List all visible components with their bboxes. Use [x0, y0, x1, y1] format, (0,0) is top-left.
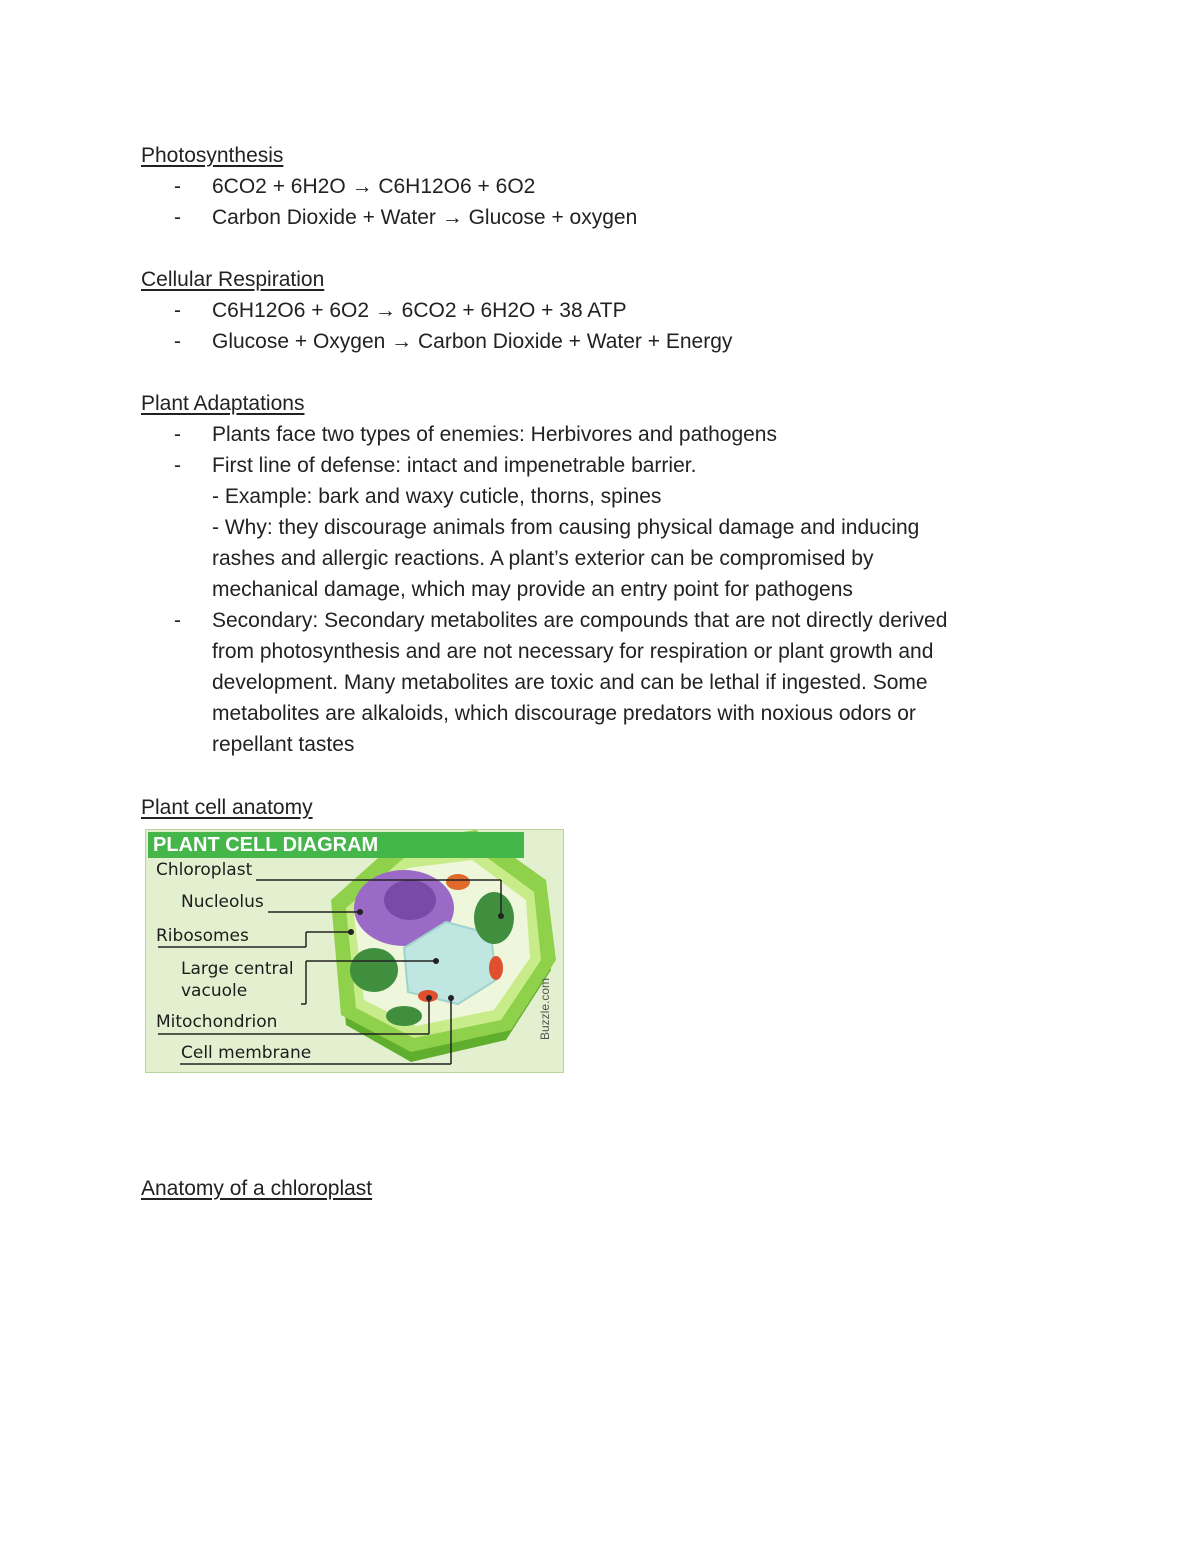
- adaptation-secondary-3: development. Many metabolites are toxic and can be lethal if ingested. Some: [212, 671, 928, 694]
- bullet-marker: -: [174, 175, 181, 198]
- adaptation-enemies: Plants face two types of enemies: Herbivores and pathogens: [212, 423, 777, 446]
- bullet-marker: -: [174, 330, 181, 353]
- bullet-marker: -: [174, 423, 181, 446]
- adaptation-why-2: rashes and allergic reactions. A plant’s exterior can be compromised by: [212, 547, 874, 570]
- respiration-equation: C6H12O6 + 6O2 → 6CO2 + 6H2O + 38 ATP: [212, 299, 627, 322]
- heading-chloroplast-anatomy: Anatomy of a chloroplast: [141, 1177, 373, 1200]
- heading-photosynthesis: Photosynthesis: [141, 144, 284, 167]
- heading-plant-adaptations: Plant Adaptations: [141, 392, 305, 415]
- bullet-marker: -: [174, 454, 181, 477]
- label-chloroplast: Chloroplast: [156, 860, 253, 880]
- adaptation-secondary-4: metabolites are alkaloids, which discourage predators with noxious odors or: [212, 702, 916, 725]
- adaptation-example: - Example: bark and waxy cuticle, thorns, spines: [212, 485, 662, 508]
- photosynthesis-equation: 6CO2 + 6H2O → C6H12O6 + 6O2: [212, 175, 536, 198]
- label-nucleolus: Nucleolus: [181, 892, 264, 912]
- heading-plant-cell-anatomy: Plant cell anatomy: [141, 796, 313, 819]
- adaptation-first-line: First line of defense: intact and impenetrable barrier.: [212, 454, 697, 477]
- bullet-marker: -: [174, 609, 181, 632]
- bullet-marker: -: [174, 206, 181, 229]
- respiration-words: Glucose + Oxygen → Carbon Dioxide + Water + Energy: [212, 330, 733, 353]
- image-credit: Buzzle.com: [538, 977, 552, 1040]
- label-vacuole-line-2: vacuole: [181, 981, 248, 1001]
- bullet-marker: -: [174, 299, 181, 322]
- adaptation-secondary-1: Secondary: Secondary metabolites are compounds that are not directly derived: [212, 609, 948, 632]
- plant-cell-diagram: [145, 829, 564, 1073]
- heading-cellular-respiration: Cellular Respiration: [141, 268, 325, 291]
- adaptation-secondary-2: from photosynthesis and are not necessary for respiration or plant growth and: [212, 640, 934, 663]
- label-mitochondrion: Mitochondrion: [156, 1012, 278, 1032]
- adaptation-secondary-5: repellant tastes: [212, 733, 355, 756]
- photosynthesis-words: Carbon Dioxide + Water → Glucose + oxygen: [212, 206, 638, 229]
- adaptation-why-1: - Why: they discourage animals from causing physical damage and inducing: [212, 516, 920, 539]
- label-cell-membrane: Cell membrane: [181, 1043, 312, 1063]
- diagram-title: PLANT CELL DIAGRAM: [148, 832, 524, 858]
- label-vacuole-line-1: Large central: [181, 959, 294, 979]
- adaptation-why-3: mechanical damage, which may provide an entry point for pathogens: [212, 578, 853, 601]
- label-ribosomes: Ribosomes: [156, 926, 249, 946]
